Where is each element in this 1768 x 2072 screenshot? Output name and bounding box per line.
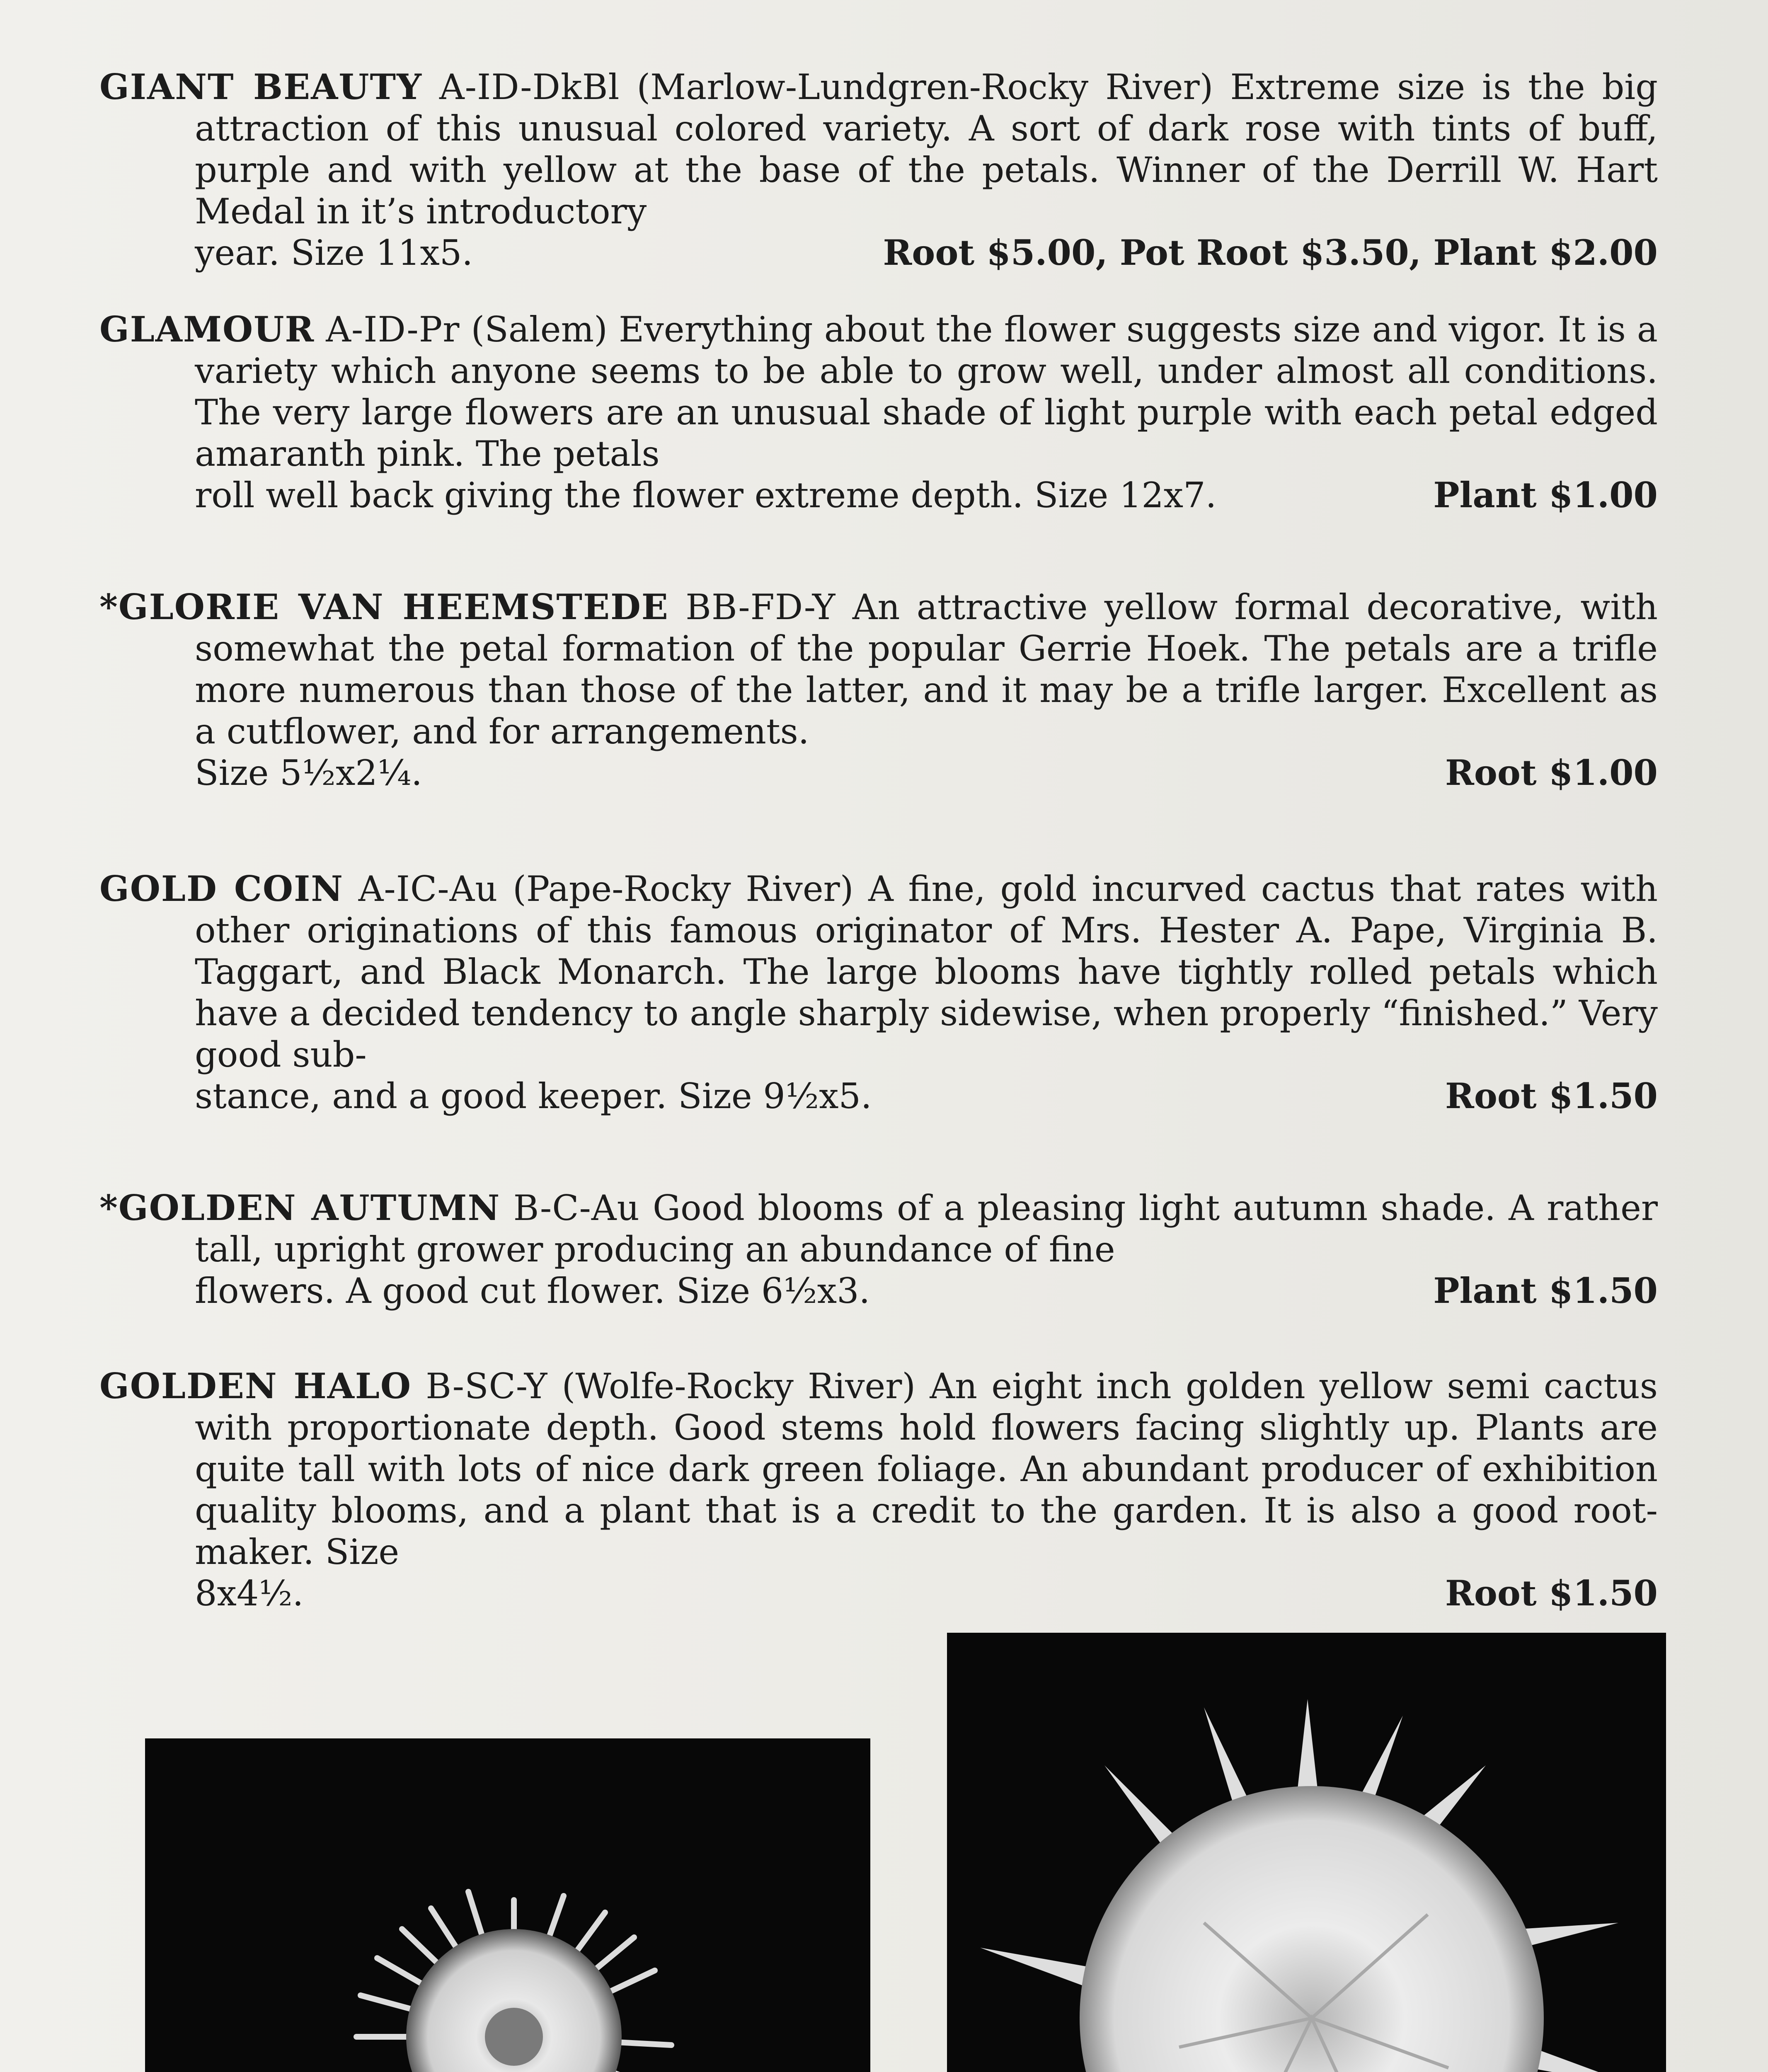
- variety-size: flowers. A good cut flower. Size 6½x3.: [195, 1271, 870, 1311]
- variety-price: Plant $1.50: [1433, 1270, 1658, 1311]
- entry-glorie-van-heemstede: [99, 586, 1658, 794]
- gold-coin-photo: [145, 1738, 870, 2072]
- variety-description: Good blooms of a pleasing light autumn shade. A rather tall, upright grower producing an abundance of fine: [195, 1188, 1658, 1270]
- variety-name: GOLDEN HALO: [99, 1365, 412, 1406]
- variety-description: (Wolfe-Rocky River) An eight inch golden yellow semi cactus with proportionate depth. Good stems hold flowers facing slightly up. Plants are quite tall with lots of nice dark green foliage. An abundant producer of exhibition quality blooms, and a plant that is a credit to the garden. It is also a good root-maker. Size: [195, 1366, 1658, 1572]
- variety-code: BB-FD-Y: [685, 587, 836, 627]
- entry-glamour: [99, 309, 1658, 516]
- variety-price: Root $1.50: [1445, 1075, 1658, 1116]
- entry-gold-coin: [99, 868, 1658, 1117]
- variety-name: GIANT BEAUTY: [99, 66, 422, 107]
- variety-name: *GOLDEN AUTUMN: [99, 1187, 501, 1228]
- entry-last-line: [195, 752, 1658, 794]
- entry-golden-autumn: [99, 1187, 1658, 1312]
- golden-halo-photo: [947, 1633, 1666, 2072]
- variety-size: roll well back giving the flower extreme depth. Size 12x7.: [195, 475, 1217, 516]
- entry-last-line: [195, 1075, 1658, 1117]
- variety-description: (Salem) Everything about the flower suggests size and vigor. It is a variety which anyone seems to be able to grow well, under almost all conditions. The very large flowers are an unusual shade of light purple with each petal edged amaranth pink. The petals: [195, 309, 1658, 474]
- variety-code: B-C-Au: [513, 1188, 640, 1228]
- variety-size: Size 5½x2¼.: [195, 753, 422, 793]
- entry-last-line: [195, 1573, 1658, 1614]
- entry-last-line: [195, 1270, 1658, 1312]
- entry-giant-beauty: [99, 66, 1658, 274]
- variety-code: A-ID-Pr: [326, 309, 460, 350]
- entry-last-line: [195, 232, 1658, 274]
- variety-code: A-IC-Au: [358, 869, 498, 909]
- variety-name: GOLD COIN: [99, 868, 344, 909]
- variety-code: B-SC-Y: [426, 1366, 548, 1406]
- entry-golden-halo: [99, 1365, 1658, 1614]
- variety-price: Root $5.00, Pot Root $3.50, Plant $2.00: [883, 232, 1658, 273]
- variety-code: A-ID-DkBl: [439, 67, 620, 107]
- variety-description: (Pape-Rocky River) A fine, gold incurved cactus that rates with other originations of this famous originator of Mrs. Hester A. Pape, Virginia B. Taggart, and Black Monarch. The large blooms have tightly rolled petals which have a decided tendency to angle sharply sidewise, when properly “finished.” Very good sub-: [195, 869, 1658, 1075]
- variety-name: *GLORIE VAN HEEMSTEDE: [99, 586, 669, 627]
- entry-last-line: [195, 474, 1658, 516]
- variety-description: An attractive yellow formal decorative, with somewhat the petal formation of the popular Gerrie Hoek. The petals are a trifle more numerous than those of the latter, and it may be a trifle larger. Excellent as a cutflower, and for arrangements.: [195, 587, 1658, 752]
- variety-size: year. Size 11x5.: [195, 232, 473, 273]
- variety-price: Root $1.00: [1445, 752, 1658, 793]
- variety-name: GLAMOUR: [99, 309, 315, 350]
- variety-description: (Marlow-Lundgren-Rocky River) Extreme size is the big attraction of this unusual colored variety. A sort of dark rose with tints of buff, purple and with yellow at the base of the petals. Winner of the Derrill W. Hart Medal in it’s introductory: [195, 67, 1658, 232]
- variety-price: Root $1.50: [1445, 1573, 1658, 1614]
- variety-size: 8x4½.: [195, 1573, 304, 1614]
- dahlia-image: [947, 1633, 1666, 2072]
- variety-price: Plant $1.00: [1433, 474, 1658, 516]
- dahlia-image: [145, 1738, 870, 2072]
- variety-size: stance, and a good keeper. Size 9½x5.: [195, 1076, 872, 1116]
